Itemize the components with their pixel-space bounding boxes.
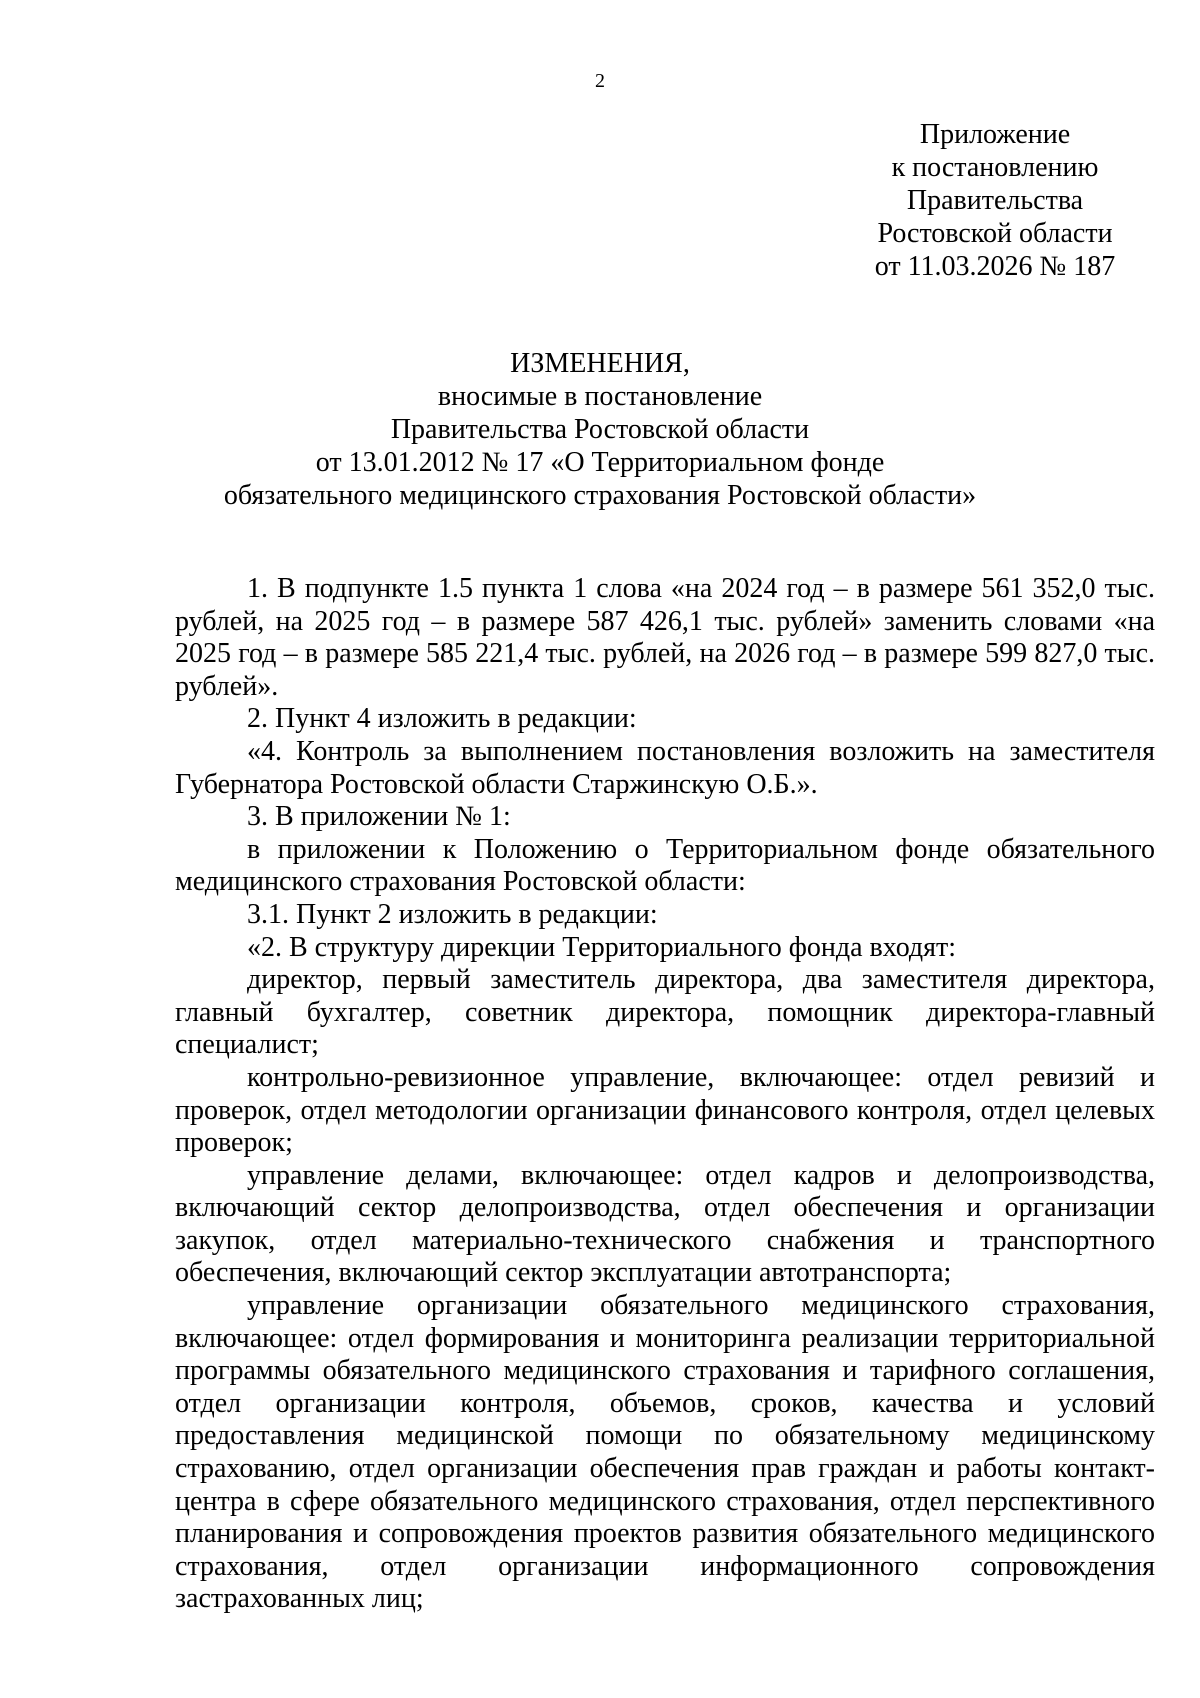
title-line: Правительства Ростовской области <box>390 414 810 445</box>
document-body <box>175 573 1155 1616</box>
paragraph-10: управление делами, включающее: отдел кадров и делопроизводства, включающий сектор делопроизводства, отдел обеспечения и организации закупок, отдел материально-технического снабжения и транспортного обеспечения, включающий сектор эксплуатации автотранспорта; <box>175 1159 1155 1289</box>
title-line: обязательного медицинского страхования Ростовской области» <box>223 480 977 511</box>
appendix-line: Приложение <box>919 119 1071 150</box>
paragraph-7: «2. В структуру дирекции Территориального фонда входят: <box>247 931 957 963</box>
paragraph-8: директор, первый заместитель директора, два заместителя директора, главный бухгалтер, советник директора, помощник директора-главный специалист; <box>175 964 1155 1061</box>
paragraph-9: контрольно-ревизионное управление, включающее: отдел ревизий и проверок, отдел методологии организации финансового контроля, отдел целевых проверок; <box>175 1061 1155 1159</box>
appendix-header <box>830 118 1160 283</box>
page-number: 2 <box>595 70 605 92</box>
paragraph-4: 3. В приложении № 1: <box>247 801 511 833</box>
appendix-line: к постановлению <box>891 152 1099 183</box>
appendix-line: Правительства <box>906 185 1084 216</box>
paragraph-3: «4. Контроль за выполнением постановления возложить на заместителя Губернатора Ростовской области Старжинскую О.Б.». <box>175 735 1155 800</box>
title-line: вносимые в постановление <box>437 381 763 412</box>
paragraph-5: в приложении к Положению о Территориальном фонде обязательного медицинского страхования Ростовской области: <box>175 833 1155 898</box>
paragraph-1: 1. В подпункте 1.5 пункта 1 слова «на 2024 год – в размере 561 352,0 тыс. рублей, на 2025 год – в размере 587 426,1 тыс. рублей» заменить словами «на 2025 год – в размере 585 221,4 тыс. рублей, на 2026 год – в размере 599 827,0 тыс. рублей». <box>175 573 1155 702</box>
title-heading: ИЗМЕНЕНИЯ, <box>510 348 690 379</box>
appendix-line: от 11.03.2026 № 187 <box>874 251 1116 282</box>
appendix-line: Ростовской области <box>877 218 1113 249</box>
document-title <box>0 347 1200 512</box>
title-line: от 13.01.2012 № 17 «О Территориальном фонде <box>315 447 885 478</box>
paragraph-11: управление организации обязательного медицинского страхования, включающее: отдел формирования и мониторинга реализации территориальной программы обязательного медицинского страхования и тарифного соглашения, отдел организации контроля, объемов, сроков, качества и условий предоставления медицинской помощи по обязательному медицинскому страхованию, отдел организации обеспечения прав граждан и работы контакт-центра в сфере обязательного медицинского страхования, отдел перспективного планирования и сопровождения проектов развития обязательного медицинского страхования, отдел организации информационного сопровождения застрахованных лиц; <box>175 1290 1155 1615</box>
paragraph-2: 2. Пункт 4 изложить в редакции: <box>247 703 637 735</box>
paragraph-6: 3.1. Пункт 2 изложить в редакции: <box>247 898 658 930</box>
